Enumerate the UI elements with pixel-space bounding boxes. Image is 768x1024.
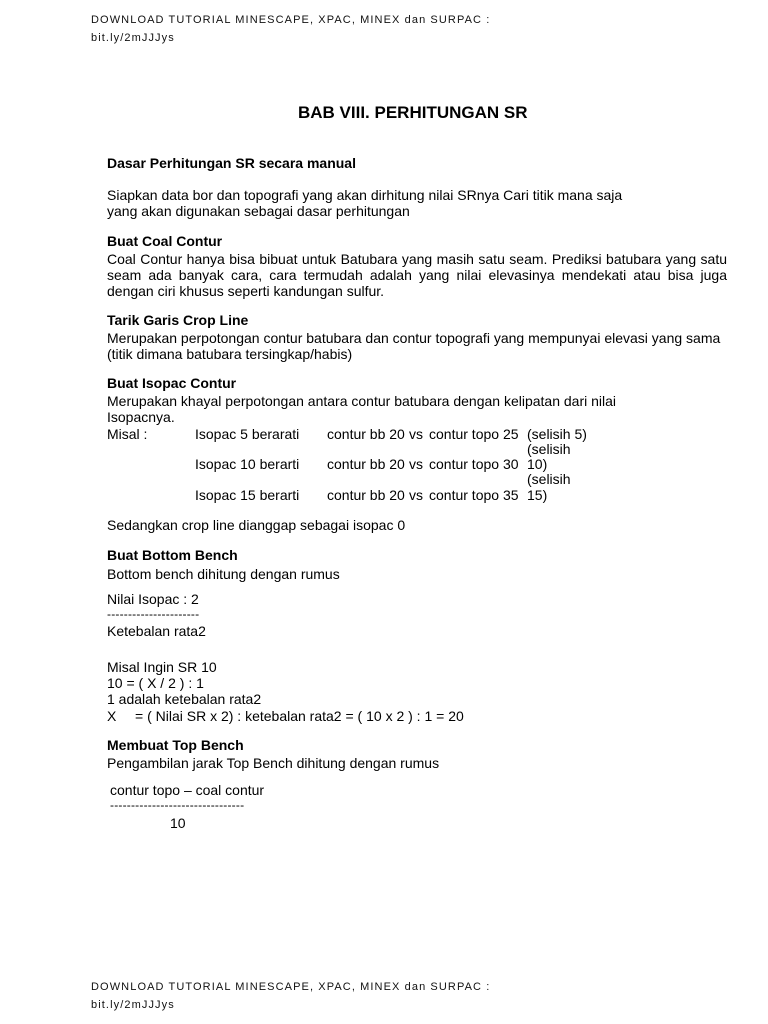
footer-link[interactable]: bit.ly/2mJJJys xyxy=(91,999,175,1011)
heading-bottom-bench: Buat Bottom Bench xyxy=(107,547,238,563)
bottom-bench-denominator: Ketebalan rata2 xyxy=(107,623,206,639)
isopac-text-line-2: Isopacnya. xyxy=(107,409,175,425)
top-bench-fraction-line: -------------------------------- xyxy=(110,798,245,812)
isopac-row-1-selisih-cont: (selisih xyxy=(527,441,571,457)
isopac-row-3-selisih: (selisih xyxy=(527,471,571,487)
isopac-misal-label: Misal : xyxy=(107,426,148,442)
isopac-row-3-contur-topo: contur topo 35 xyxy=(429,487,519,503)
dasar-text-line-1: Siapkan data bor dan topografi yang akan dirhitung nilai SRnya Cari titik mana saja xyxy=(107,187,623,203)
top-bench-numerator: contur topo – coal contur xyxy=(110,782,265,798)
bottom-bench-example-3: 1 adalah ketebalan rata2 xyxy=(107,691,262,707)
isopac-note: Sedangkan crop line dianggap sebagai isopac 0 xyxy=(107,517,406,533)
isopac-row-2-contur-topo: contur topo 30 xyxy=(429,456,519,472)
isopac-row-2-selisih-value: 10) xyxy=(527,456,548,472)
top-bench-text: Pengambilan jarak Top Bench dihitung dengan rumus xyxy=(107,755,440,771)
isopac-row-2-contur-bb: contur bb 20 xyxy=(327,456,405,472)
dasar-text-line-2: yang akan digunakan sebagai dasar perhitungan xyxy=(107,203,410,219)
heading-isopac-contur: Buat Isopac Contur xyxy=(107,375,237,391)
top-bench-denominator: 10 xyxy=(170,815,186,831)
isopac-row-1-vs: vs xyxy=(409,426,423,442)
page-footer xyxy=(91,978,490,1014)
bottom-bench-example-2: 10 = ( X / 2 ) : 1 xyxy=(107,675,204,691)
isopac-row-3-contur-bb: contur bb 20 xyxy=(327,487,405,503)
isopac-row-3-isopac: Isopac 15 berarti xyxy=(195,487,300,503)
page-title: BAB VIII. PERHITUNGAN SR xyxy=(298,103,528,122)
isopac-row-2-vs: vs xyxy=(409,456,423,472)
isopac-row-1-isopac: Isopac 5 berarati xyxy=(195,426,300,442)
bottom-bench-example-1: Misal Ingin SR 10 xyxy=(107,659,217,675)
bottom-bench-text: Bottom bench dihitung dengan rumus xyxy=(107,566,340,582)
crop-line-text-line-1: Merupakan perpotongan contur batubara dan contur topografi yang mempunyai elevasi yang sama xyxy=(107,330,721,346)
header-line-1: DOWNLOAD TUTORIAL MINESCAPE, XPAC, MINEX dan SURPAC : xyxy=(91,14,491,26)
isopac-row-1-contur-topo: contur topo 25 xyxy=(429,426,519,442)
coal-contur-paragraph: Coal Contur hanya bisa bibuat untuk Batubara yang masih satu seam. Prediksi batubara yang satu seam ada banyak cara, cara termudah adalah yang nilai elevasinya mendekati atau bisa juga dengan ciri khusus seperti kandungan sulfur. xyxy=(107,251,727,299)
heading-top-bench: Membuat Top Bench xyxy=(107,737,244,753)
isopac-row-1-contur-bb: contur bb 20 xyxy=(327,426,405,442)
bottom-bench-fraction-line: ---------------------- xyxy=(107,607,200,621)
heading-dasar-perhitungan: Dasar Perhitungan SR secara manual xyxy=(107,155,356,171)
isopac-row-3-vs: vs xyxy=(409,487,423,503)
crop-line-text-line-2: (titik dimana batubara tersingkap/habis) xyxy=(107,346,353,362)
isopac-text-line-1: Merupakan khayal perpotongan antara contur batubara dengan kelipatan dari nilai xyxy=(107,393,617,409)
bottom-bench-example-4-formula: = ( Nilai SR x 2) : ketebalan rata2 = ( 10 x 2 ) : 1 = 20 xyxy=(135,708,464,724)
isopac-row-1-selisih: (selisih 5) xyxy=(527,426,587,442)
header-link[interactable]: bit.ly/2mJJJys xyxy=(91,32,175,44)
footer-line-1: DOWNLOAD TUTORIAL MINESCAPE, XPAC, MINEX dan SURPAC : xyxy=(91,981,491,993)
page-header xyxy=(91,11,490,47)
bottom-bench-example-4-x: X xyxy=(107,708,117,724)
heading-crop-line: Tarik Garis Crop Line xyxy=(107,312,249,328)
isopac-row-3-selisih-value: 15) xyxy=(527,487,548,503)
bottom-bench-numerator: Nilai Isopac : 2 xyxy=(107,591,199,607)
isopac-row-2-isopac: Isopac 10 berarti xyxy=(195,456,300,472)
heading-coal-contur: Buat Coal Contur xyxy=(107,233,223,249)
